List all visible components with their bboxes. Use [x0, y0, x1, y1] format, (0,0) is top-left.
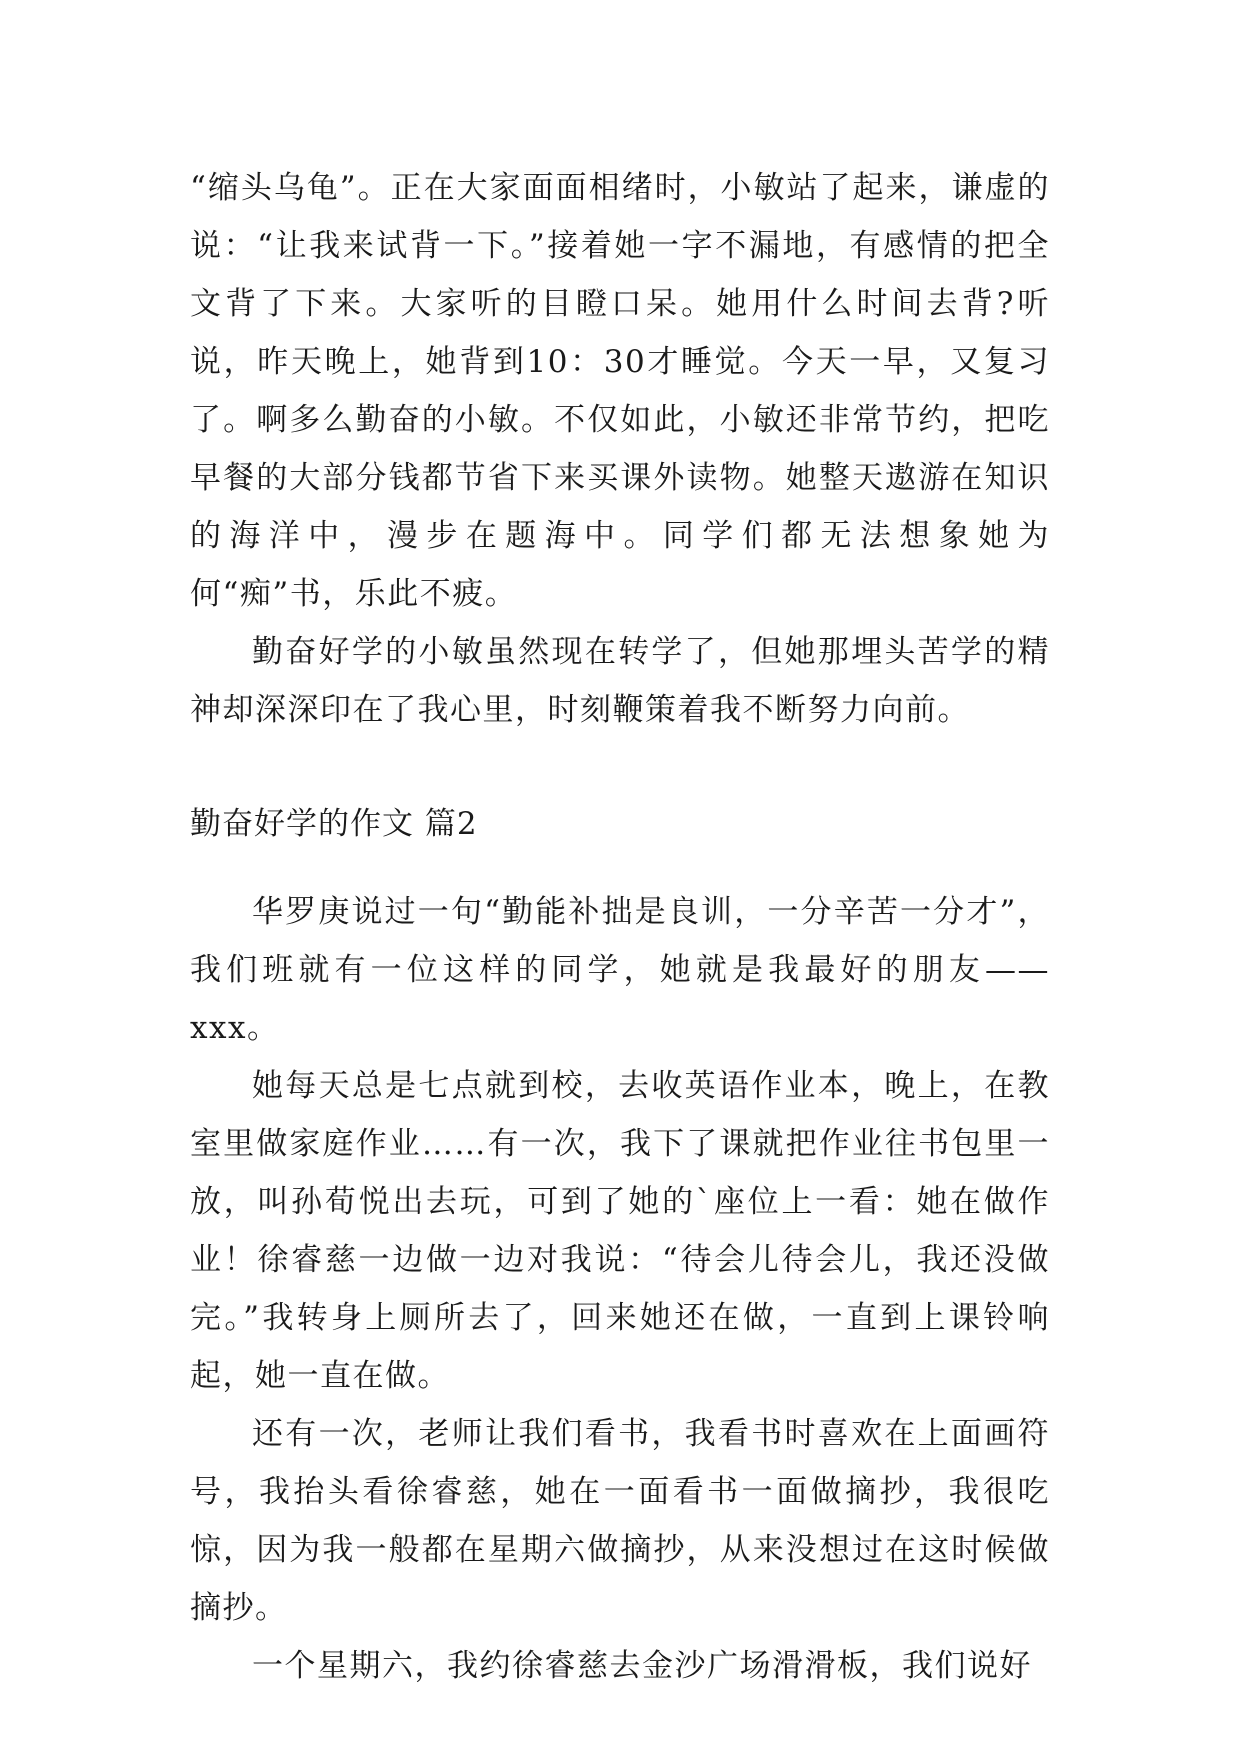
essay-continuation: [190, 159, 1050, 623]
essay-closing: [190, 623, 1050, 739]
paragraph: 华罗庚说过一句“勤能补拙是良训，一分辛苦一分才”，我们班就有一位这样的同学，她就是我最好的朋友——xxx。: [190, 894, 1050, 1046]
paragraph-closing: 勤奋好学的小敏虽然现在转学了，但她那埋头苦学的精神却深深印在了我心里，时刻鞭策着我不断努力向前。: [190, 634, 1050, 728]
paragraph: 她每天总是七点就到校，去收英语作业本，晚上，在教室里做家庭作业……有一次，我下了课就把作业往书包里一放，叫孙荀悦出去玩，可到了她的`座位上一看：她在做作业！徐睿慈一边做一边对我说：“待会儿待会儿，我还没做完。”我转身上厕所去了，回来她还在做，一直到上课铃响起，她一直在做。: [190, 1068, 1050, 1394]
paragraph: 一个星期六，我约徐睿慈去金沙广场滑滑板，我们说好: [252, 1648, 1032, 1684]
paragraph: 还有一次，老师让我们看书，我看书时喜欢在上面画符号，我抬头看徐睿慈，她在一面看书一面做摘抄，我很吃惊，因为我一般都在星期六做摘抄，从来没想过在这时候做摘抄。: [190, 1416, 1050, 1626]
section-title: 勤奋好学的作文 篇2: [190, 806, 478, 842]
paragraph-continuation: “缩头乌龟”。正在大家面面相绪时，小敏站了起来，谦虚的说：“让我来试背一下。”接着她一字不漏地，有感情的把全文背了下来。大家听的目瞪口呆。她用什么时间去背?听说，昨天晚上，她背到10：30才睡觉。今天一早，又复习了。啊多么勤奋的小敏。不仅如此，小敏还非常节约，把吃早餐的大部分钱都节省下来买课外读物。她整天遨游在知识的海洋中，漫步在题海中。同学们都无法想象她为何“痴”书，乐此不疲。: [190, 170, 1050, 612]
essay-body: [190, 883, 1050, 1695]
